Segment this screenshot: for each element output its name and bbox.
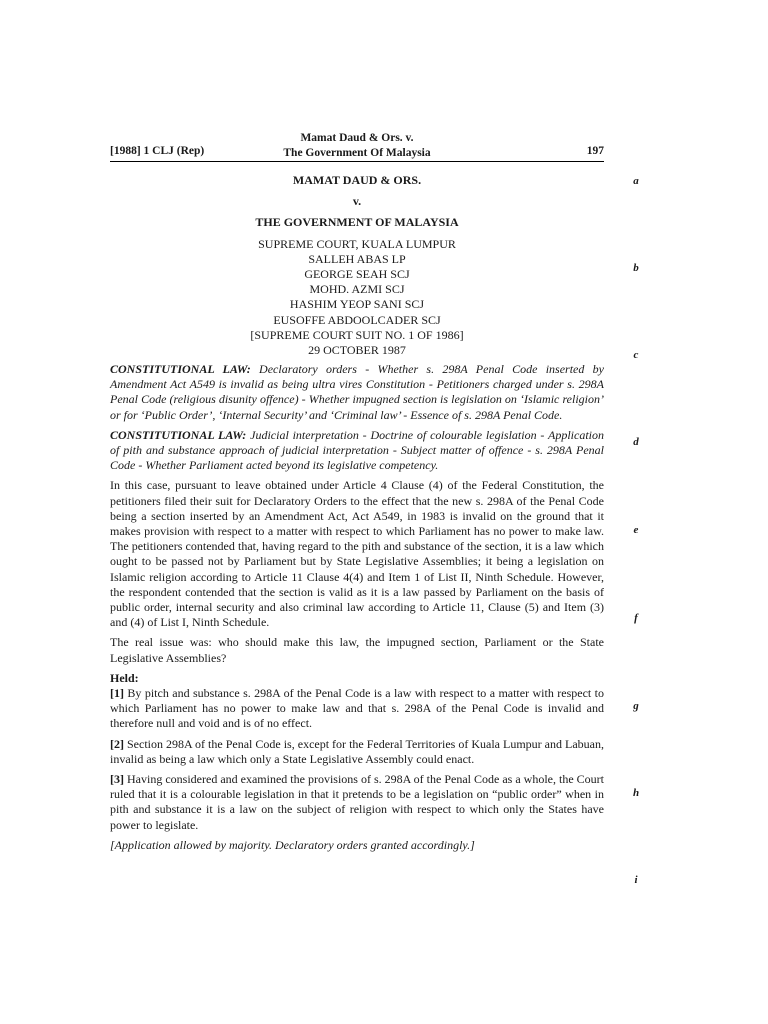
catchword-text: Declaratory orders - Whether s. 298A Penal Code inserted by Amendment Act A549 is invalid as being ultra vires Constitution - Petitioners charged under s. 298A Penal Code (religious disunity offence) - Whether impugned section is legislation on ‘Islamic religion’ or for ‘Public Order’, ‘Internal Security’ and ‘Criminal law’ - Essence of s. 298A Penal Code. [110, 362, 605, 422]
held-item [110, 686, 604, 732]
held-text: Section 298A of the Penal Code is, except for the Federal Territories of Kuala Lumpur and Labuan, invalid as being a law which only a State Legislative Assembly could enact. [110, 736, 604, 766]
decision-date: 29 OCTOBER 1987 [308, 343, 406, 358]
margin-letter: g [633, 700, 639, 712]
held-item [110, 772, 604, 833]
judge: EUSOFFE ABDOOLCADER SCJ [273, 312, 441, 327]
paragraph: The real issue was: who should make this law, the impugned section, Parliament or the State Legislative Assemblies? [110, 635, 604, 665]
margin-letters [626, 0, 646, 1024]
held-text: Having considered and examined the provisions of s. 298A of the Penal Code as a whole, the Court ruled that it is a colourable legislation in that it pretends to be a legislation on “public order” when in pith and substance it is a law on the subject of religion with respect to which only the States have power to legislate. [110, 772, 604, 832]
catchword-heading: CONSTITUTIONAL LAW: [110, 362, 251, 376]
catchword-text: Judicial interpretation - Doctrine of colourable legislation - Application of pith and substance approach of judicial interpretation - Subject matter of offence - s. 298A Penal Code - Whether Parliament acted beyond its legislative competency. [110, 427, 604, 473]
margin-letter: c [633, 349, 639, 361]
judge: MOHD. AZMI SCJ [309, 282, 405, 297]
party2: THE GOVERNMENT OF MALAYSIA [255, 215, 459, 230]
held-item [110, 737, 604, 767]
judge: HASHIM YEOP SANI SCJ [289, 297, 425, 312]
document-body [110, 362, 604, 858]
catchword [110, 428, 604, 474]
court: SUPREME COURT, KUALA LUMPUR [258, 236, 456, 251]
citation: [1988] 1 CLJ (Rep) [110, 145, 205, 157]
held-text: By pitch and substance s. 298A of the Penal Code is a law with respect to a matter with respect to which Parliament has no power to make law and that s. 298A of the Penal Code is invalid and therefore null and void and is of no effect. [110, 686, 604, 731]
case-name-header [110, 131, 604, 160]
judge: SALLEH ABAS LP [308, 251, 406, 266]
case-name-line1: Mamat Daud & Ors. v. [300, 132, 414, 144]
held-number: [3] [110, 772, 124, 787]
suit-number: [SUPREME COURT SUIT NO. 1 OF 1986] [250, 327, 464, 342]
margin-letter: f [634, 612, 638, 624]
margin-letter: a [633, 175, 639, 187]
versus: v. [352, 194, 362, 209]
result: [Application allowed by majority. Declaratory orders granted accordingly.] [110, 837, 475, 852]
case-title-block [110, 173, 604, 358]
margin-letter: h [632, 787, 640, 799]
margin-letter: e [633, 524, 639, 536]
margin-letter: i [634, 874, 638, 886]
judge: GEORGE SEAH SCJ [304, 267, 410, 282]
running-header [110, 131, 604, 161]
party1: MAMAT DAUD & ORS. [292, 173, 422, 187]
held-number: [2] [110, 736, 124, 751]
page-number: 197 [586, 145, 604, 157]
case-name-line2: The Government Of Malaysia [283, 146, 431, 159]
catchword [110, 362, 604, 423]
margin-letter: b [633, 262, 639, 274]
held-number: [1] [110, 686, 124, 701]
held-label: Held: [110, 670, 139, 685]
paragraph: In this case, pursuant to leave obtained under Article 4 Clause (4) of the Federal Constitution, the petitioners filed their suit for Declaratory Orders to the effect that the new s. 298A of the Penal Code being a section inserted by an Amendment Act, Act A549, in 1983 is invalid on the ground that it makes provision with respect to a matter with respect to which Parliament has no power to make law. The petitioners contended that, having regard to the pith and substance of the section, it is a law which ought to be passed not by Parliament but by State Legislative Assemblies; it being a legislation on Islamic religion according to Article 11 Clause 4(4) and Item 1 of List II, Ninth Schedule. However, the respondent contended that the section is valid as it is a law passed by Parliament on the basis of public order, internal security and also criminal law according to Article 11, Clause (5) and Item (3) and (4) of List I, Ninth Schedule. [110, 478, 604, 630]
header-rule [110, 161, 604, 162]
catchword-heading: CONSTITUTIONAL LAW: [110, 427, 247, 442]
margin-letter: d [633, 436, 639, 448]
